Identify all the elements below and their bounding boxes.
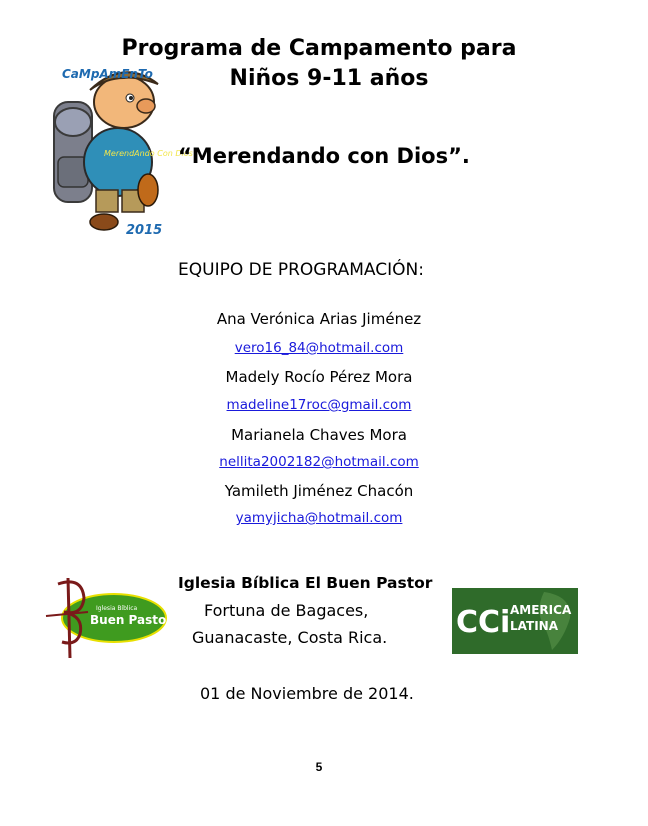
cci-logo-line2: LATINA (510, 619, 558, 633)
team-member-name: Ana Verónica Arias Jiménez (216, 310, 422, 328)
church-name: Iglesia Bíblica El Buen Pastor (178, 574, 433, 592)
page-title-line2: Niños 9-11 años (229, 66, 429, 91)
document-date: 01 de Noviembre de 2014. (200, 684, 414, 703)
church-logo-main-text: Buen Pastor (90, 613, 173, 627)
cci-logo-line1: AMERICA (510, 603, 572, 617)
team-member-name: Madely Rocío Pérez Mora (225, 368, 413, 386)
program-subtitle: “Merendando con Dios”. (178, 144, 470, 168)
camp-mascot-illustration (46, 62, 193, 242)
church-logo (38, 572, 173, 664)
team-member-email-link[interactable]: vero16_84@hotmail.com (234, 340, 404, 356)
page-number: 5 (315, 760, 323, 774)
team-member-name: Yamileth Jiménez Chacón (224, 482, 414, 500)
team-member-email-link[interactable]: madeline17roc@gmail.com (226, 397, 412, 413)
team-member-name: Marianela Chaves Mora (231, 426, 407, 444)
church-logo-graphic (38, 572, 173, 664)
church-logo-small-text: Iglesia Bíblica (96, 605, 138, 612)
camp-logo-text-top: CaMpAmEnTo (62, 67, 153, 81)
cci-logo-main-text: CCi (456, 605, 511, 640)
camp-logo-text-middle: MerendAndo Con Dios (104, 149, 193, 158)
page-title-line1: Programa de Campamento para (121, 36, 517, 61)
cci-logo-graphic (452, 588, 578, 654)
church-location-region: Guanacaste, Costa Rica. (192, 628, 388, 647)
cci-america-latina-logo (452, 588, 578, 654)
camp-logo-year: 2015 (126, 223, 163, 238)
team-heading: EQUIPO DE PROGRAMACIÓN: (178, 260, 424, 280)
team-member-email-link[interactable]: nellita2002182@hotmail.com (219, 454, 419, 470)
church-location-town: Fortuna de Bagaces, (204, 601, 369, 620)
team-member-email-link[interactable]: yamyjicha@hotmail.com (235, 510, 403, 526)
camp-logo (46, 62, 193, 242)
